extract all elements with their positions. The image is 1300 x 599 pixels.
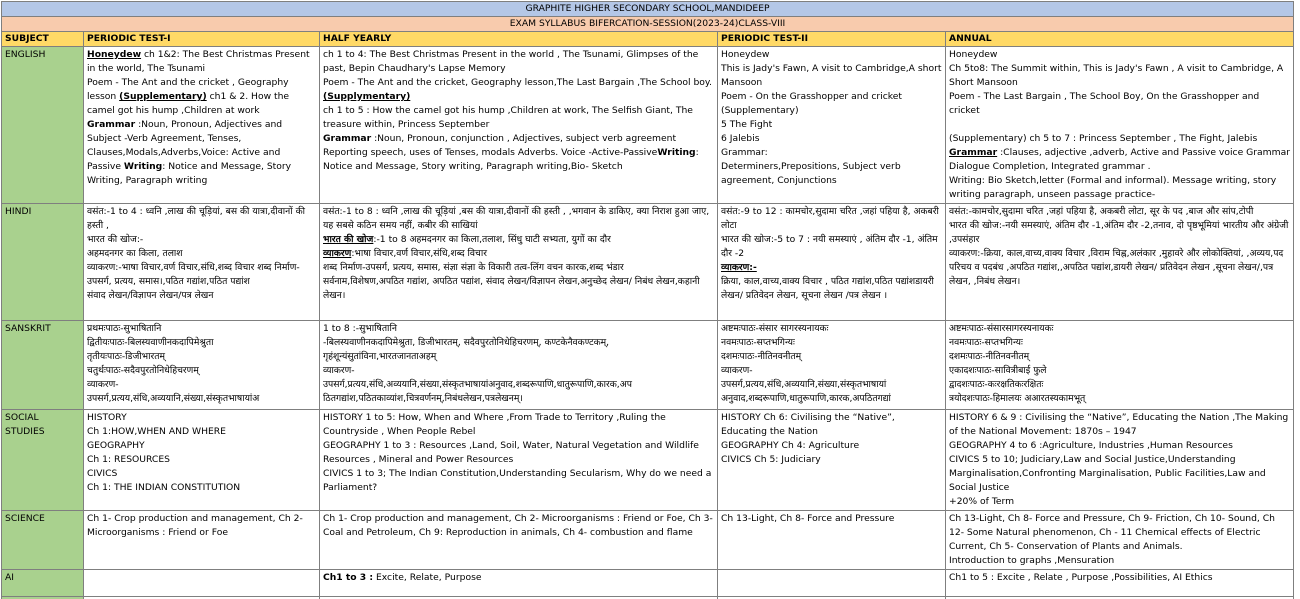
hindi-pt2-vasant: वसंत:-9 to 12 : कामचोर,सुदामा चरित ,जहां पहिया है, अकबरी लोटा bbox=[721, 205, 942, 233]
ai-subject: AI bbox=[2, 570, 84, 597]
english-hy-writing-label: Writing bbox=[657, 147, 695, 158]
social-hy bbox=[320, 410, 718, 511]
hindi-hy-bharat: :-1 to 8 अहमदनगर का किला,तलाश, सिंधु घाटी सभ्यता, युगों का दौर bbox=[373, 234, 610, 245]
sanskrit-hy-l1: 1 to 8 :-सुभाषितानि bbox=[323, 322, 714, 336]
hindi-pt2-bharat: भारत की खोज:-5 to 7 : नयी समस्याएं , अंतिम दौर -1, अंतिम दौर -2 bbox=[721, 233, 942, 261]
english-pt1-writing: : Notice and Message, Story Writing, Paragraph writing bbox=[87, 161, 291, 186]
social-pt2 bbox=[718, 410, 946, 511]
english-hy bbox=[320, 47, 718, 204]
school-title: GRAPHITE HIGHER SECONDARY SCHOOL,MANDIDEEP bbox=[2, 2, 1294, 17]
sanskrit-hy-l5: उपसर्ग,प्रत्यय,संधि,अव्ययानि,संख्या,संस्कृतभाषायांअनुवाद,शब्दरूपाणि,धातुरूपाणि,कारक,अप bbox=[323, 378, 714, 392]
header-half-yearly: HALF YEARLY bbox=[320, 32, 718, 47]
sanskrit-pt2-l6: अनुवाद,शब्दरूपाणि,धातुरूपाणि,कारक,अपठितगद्यां bbox=[721, 392, 942, 406]
english-pt2-grammar: Determiners,Prepositions, Subject verb agreement, Conjunctions bbox=[721, 160, 942, 188]
science-pt2: Ch 13-Light, Ch 8- Force and Pressure bbox=[718, 511, 946, 570]
english-pt2-supp-5: 5 The Fight bbox=[721, 118, 942, 132]
english-annual-poem: Poem - The Last Bargain , The School Boy, On the Grasshopper and cricket bbox=[949, 90, 1290, 118]
social-annual-geography: GEOGRAPHY 4 to 6 :Agriculture, Industries ,Human Resources bbox=[949, 439, 1290, 453]
hindi-hy-shabd: शब्द निर्माण-उपसर्ग, प्रत्यय, समास, संज्ञा संज्ञा के विकारी तत्व-लिंग वचन कारक,शब्द भंडार bbox=[323, 261, 714, 275]
hindi-pt1-bharat-label: भारत की खोज:- bbox=[87, 233, 316, 247]
english-annual-writing: Writing: Bio Sketch,letter (Formal and informal). Message writing, story writing paragraph, unseen passage practice- bbox=[949, 174, 1290, 202]
english-hy-grammar: :Noun, Pronoun, conjunction , Adjectives, subject verb agreement Reporting speech, uses of Tenses, modals Adverbs. Voice -Active-Passive bbox=[323, 133, 676, 158]
ai-hy-label: Ch1 to 3 : bbox=[323, 572, 373, 583]
english-pt2-supp-6: 6 Jalebis bbox=[721, 132, 942, 146]
social-hy-civics: CIVICS 1 to 3; The Indian Constitution,Understanding Secularism, Why do we need a Parliament? bbox=[323, 467, 714, 495]
sanskrit-pt1 bbox=[84, 321, 320, 410]
hindi-hy-bharat-label: भारत की खोज bbox=[323, 234, 373, 245]
sanskrit-pt1-l6: उपसर्ग,प्रत्यय,संधि,अव्ययानि,संख्या,संस्कृतभाषायांअ bbox=[87, 392, 316, 406]
header-annual: ANNUAL bbox=[946, 32, 1294, 47]
social-pt1-l6: Ch 1: THE INDIAN CONSTITUTION bbox=[87, 481, 316, 495]
sanskrit-annual-l3: दशमःपाठः-नीतिनवनीतम् bbox=[949, 350, 1290, 364]
english-pt1-grammar: :Noun, Pronoun, Adjectives and Subject -Verb Agreement, Tenses, Clauses,Modals,Adverbs,Voice: Active and Passive bbox=[87, 119, 282, 172]
sanskrit-annual-l6: त्रयोदशःपाठः-हिमालयः अआरतस्यकामभूत् bbox=[949, 392, 1290, 406]
social-pt1-l2: Ch 1:HOW,WHEN AND WHERE bbox=[87, 425, 316, 439]
sanskrit-hy-l4: व्याकरण- bbox=[323, 364, 714, 378]
english-pt1-book: Honeydew bbox=[87, 49, 141, 60]
english-annual-grammar: :Clauses, adjective ,adverb, Active and Passive voice Grammar Dialogue Completion, Integrated grammar . bbox=[949, 147, 1290, 172]
sanskrit-annual-l1: अष्टमःपाठः-संसारसागरस्यनायकः bbox=[949, 322, 1290, 336]
science-annual-chapters: Ch 13-Light, Ch 8- Force and Pressure, Ch 9- Friction, Ch 10- Sound, Ch 12- Some Natural phenomenon, Ch - 11 Chemical effects of Electric Current, Ch 5- Conservation of Plants and Animals. bbox=[949, 512, 1290, 554]
science-annual-extra: Introduction to graphs ,Mensuration bbox=[949, 554, 1290, 568]
social-pt2-geography: GEOGRAPHY Ch 4: Agriculture bbox=[721, 439, 942, 453]
english-subject: ENGLISH bbox=[2, 47, 84, 204]
hindi-pt1-vyakaran: व्याकरण:-भाषा विचार,वर्ण विचार,संधि,शब्द विचार शब्द निर्माण-उपसर्ग, प्रत्यय, समास।,पठित गद्यांश,पठित पद्यांश bbox=[87, 261, 316, 289]
english-hy-grammar-label: Grammar bbox=[323, 133, 371, 144]
social-pt1-l3: GEOGRAPHY bbox=[87, 439, 316, 453]
social-pt1-l1: HISTORY bbox=[87, 411, 316, 425]
social-hy-history: HISTORY 1 to 5: How, When and Where ,From Trade to Territory ,Ruling the Countryside , When People Rebel bbox=[323, 411, 714, 439]
ai-hy bbox=[320, 570, 718, 597]
social-annual-civics: CIVICS 5 to 10; Judiciary,Law and Social Justice,Understanding Marginalisation,Confronting Marginalisation, Public Facilities,Law and Social Justice bbox=[949, 453, 1290, 495]
hindi-subject: HINDI bbox=[2, 204, 84, 321]
social-pt2-history: HISTORY Ch 6: Civilising the “Native”, Educating the Nation bbox=[721, 411, 942, 439]
hindi-annual-bharat: भारत की खोज:-नयी समस्याएं, अंतिम दौर -1,अंतिम दौर -2,तनाव, दो पृष्ठभूमियां भारतीय और अंग्रेजी ,उपसंहार bbox=[949, 219, 1290, 247]
hindi-hy-vyakaran-label: व्याकरण bbox=[323, 248, 351, 259]
english-pt2-grammar-label: Grammar: bbox=[721, 146, 942, 160]
sanskrit-subject: SANSKRIT bbox=[2, 321, 84, 410]
hindi-pt1-lekhan: संवाद लेखन/विज्ञापन लेखन/पत्र लेखन bbox=[87, 289, 316, 303]
english-pt1-grammar-label: Grammar bbox=[87, 119, 135, 130]
sanskrit-hy-l6: ठितगद्यांश,पठितकाव्यांश,चित्रवर्णनम्,निबंधलेखन,पत्रलेखनम्। bbox=[323, 392, 714, 406]
ai-pt2 bbox=[718, 570, 946, 597]
social-annual bbox=[946, 410, 1294, 511]
social-pt1 bbox=[84, 410, 320, 511]
sanskrit-annual bbox=[946, 321, 1294, 410]
sanskrit-pt2-l2: नवमःपाठः-सप्तभगिन्यः bbox=[721, 336, 942, 350]
hindi-hy-vyakaran: :भाषा विचार,वर्ण विचार,संधि,शब्द विचार bbox=[351, 248, 487, 259]
sanskrit-annual-l5: द्वादशःपाठः-कःरक्षतिकःरक्षितः bbox=[949, 378, 1290, 392]
header-subject: SUBJECT bbox=[2, 32, 84, 47]
sanskrit-annual-l4: एकादशःपाठः-सावित्रीबाई फुले bbox=[949, 364, 1290, 378]
syllabus-sheet bbox=[1, 1, 1293, 599]
english-annual-grammar-label: Grammar bbox=[949, 147, 997, 158]
ai-annual: Ch1 to 5 : Excite , Relate , Purpose ,Possibilities, AI Ethics bbox=[946, 570, 1294, 597]
social-annual-term: +20% of Term bbox=[949, 495, 1290, 509]
sanskrit-pt2-l4: व्याकरण- bbox=[721, 364, 942, 378]
english-pt2-poem: Poem - On the Grasshopper and cricket bbox=[721, 90, 942, 104]
header-row bbox=[2, 32, 1294, 47]
ai-pt1 bbox=[84, 570, 320, 597]
english-pt2-chapters: This is Jady's Fawn, A visit to Cambridge,A short Mansoon bbox=[721, 62, 942, 90]
english-pt1 bbox=[84, 47, 320, 204]
english-hy-chapters: ch 1 to 4: The Best Christmas Present in the world , The Tsunami, Glimpses of the past, Bepin Chaudhary's Lapse Memory bbox=[323, 48, 714, 76]
exam-title-row bbox=[2, 17, 1294, 32]
hindi-pt1-bharat: अहमदनगर का किला, तलाश bbox=[87, 247, 316, 261]
social-annual-history: HISTORY 6 & 9 : Civilising the “Native”, Educating the Nation ,The Making of the National Movement: 1870s – 1947 bbox=[949, 411, 1290, 439]
social-subject: SOCIAL STUDIES bbox=[2, 410, 84, 511]
sanskrit-pt1-l1: प्रथमःपाठः-सुभाषितानि bbox=[87, 322, 316, 336]
english-pt2-supp: (Supplementary) bbox=[721, 104, 942, 118]
english-hy-poem: Poem - The Ant and the cricket, Geography lesson,The Last Bargain ,The School boy. bbox=[323, 76, 714, 90]
sanskrit-pt1-l4: चतुर्थःपाठः-सदैवपुरतोनिधेहिचरणम् bbox=[87, 364, 316, 378]
science-pt1: Ch 1- Crop production and management, Ch 2- Microorganisms : Friend or Foe bbox=[84, 511, 320, 570]
science-annual bbox=[946, 511, 1294, 570]
hindi-annual-vasant: वसंत:-कामचोर,सुदामा चरित ,जहां पहिया है, अकबरी लोटा, सूर के पद ,बाज और सांप,टोपी bbox=[949, 205, 1290, 219]
sanskrit-row bbox=[2, 321, 1294, 410]
sanskrit-pt2-l1: अष्टमःपाठः-संसार सागरस्यनायकः bbox=[721, 322, 942, 336]
sanskrit-pt1-l5: व्याकरण- bbox=[87, 378, 316, 392]
english-row bbox=[2, 47, 1294, 204]
hindi-pt2 bbox=[718, 204, 946, 321]
header-periodic-test-1: PERIODIC TEST-I bbox=[84, 32, 320, 47]
title-row bbox=[2, 2, 1294, 17]
hindi-pt1-vasant: वसंत:-1 to 4 : ध्वनि ,लाख की चूड़ियां, बस की यात्रा,दीवानों की हस्ती , bbox=[87, 205, 316, 233]
science-hy: Ch 1- Crop production and management, Ch 2- Microorganisms : Friend or Foe, Ch 3- Coal and Petroleum, Ch 9: Reproduction in animals, Ch 4- combustion and flame bbox=[320, 511, 718, 570]
science-row bbox=[2, 511, 1294, 570]
sanskrit-pt2 bbox=[718, 321, 946, 410]
english-pt2-book: Honeydew bbox=[721, 48, 942, 62]
ai-hy-topics: Excite, Relate, Purpose bbox=[373, 572, 481, 583]
sanskrit-annual-l2: नवमःपाठः-सप्तभगिन्यः bbox=[949, 336, 1290, 350]
sanskrit-pt1-l3: तृतीयःपाठः-डिजीभारतम् bbox=[87, 350, 316, 364]
social-pt1-l4: Ch 1: RESOURCES bbox=[87, 453, 316, 467]
hindi-pt2-vyakaran: क्रिया, काल,वाच्य,वाक्य विचार , पठित गद्यांश,पठित पद्यांशडायरी लेखन/ प्रतिवेदन लेखन, सूचना लेखन /पत्र लेखन । bbox=[721, 275, 942, 303]
sanskrit-hy-l2: -बिलस्यवाणीनकदापिमेश्रुता, डिजीभारतम्, सदैवपुरतोनिधेहिचरणम्, कण्टकेनैवकण्टकम्, bbox=[323, 336, 714, 350]
science-subject: SCIENCE bbox=[2, 511, 84, 570]
hindi-pt2-vyakaran-label: व्याकरण:- bbox=[721, 261, 942, 275]
hindi-hy-lekhan: सर्वनाम,विशेषण,अपठित गद्यांश, अपठित पद्यांश, संवाद लेखन/विज्ञापन लेखन,अनुच्छेद लेखन/ निबंध लेखन,कहानी लेखन। bbox=[323, 275, 714, 303]
hindi-hy bbox=[320, 204, 718, 321]
hindi-annual bbox=[946, 204, 1294, 321]
english-pt1-chapters: ch 1&2: The Best Christmas Present in the world, The Tsunami bbox=[87, 49, 310, 74]
header-periodic-test-2: PERIODIC TEST-II bbox=[718, 32, 946, 47]
english-annual bbox=[946, 47, 1294, 204]
english-pt1-supp-chapters: ch1 & 2. How the camel got his hump ,Children at work bbox=[87, 91, 289, 116]
sanskrit-pt2-l5: उपसर्ग,प्रत्यय,संधि,अव्ययानि,संख्या,संस्कृतभाषायां bbox=[721, 378, 942, 392]
sanskrit-pt1-l2: द्वितीयःपाठः-बिलस्यवाणीनकदापिमेश्रुता bbox=[87, 336, 316, 350]
english-annual-supp: (Supplementary) ch 5 to 7 : Princess September , The Fight, Jalebis bbox=[949, 132, 1290, 146]
social-pt1-l5: CIVICS bbox=[87, 467, 316, 481]
hindi-pt1 bbox=[84, 204, 320, 321]
social-pt2-civics: CIVICS Ch 5: Judiciary bbox=[721, 453, 942, 467]
social-hy-geography: GEOGRAPHY 1 to 3 : Resources ,Land, Soil, Water, Natural Vegetation and Wildlife Resources , Mineral and Power Resources bbox=[323, 439, 714, 467]
hindi-hy-vasant: वसंत:-1 to 8 : ध्वनि ,लाख की चूड़ियां ,बस की यात्रा,दीवानों की हस्ती , ,भगवान के डाकिए, क्या निराश हुआ जाए, यह सबसे कठिन समय नहीं, कबीर की साखियां bbox=[323, 205, 714, 233]
english-hy-writing: : Notice and Message, Story writing, Paragraph writing,Bio- Sketch bbox=[323, 147, 699, 172]
ai-row bbox=[2, 570, 1294, 597]
english-hy-supp-chapters: ch 1 to 5 : How the camel got his hump ,Children at work, The Selfish Giant, The treasure within, Princess September bbox=[323, 104, 714, 132]
hindi-row bbox=[2, 204, 1294, 321]
hindi-annual-vyakaran: व्याकरण:-क्रिया, काल,वाच्य,वाक्य विचार ,विराम चिह्न,अलंकार ,मुहावरे और लोकोक्तियां, ,अव्यय,पद परिचय व पदबंध ,अपठित गद्यांश,,अपठित पद्यांश,डायरी लेखन/ प्रतिवेदन लेखन ,सूचना लेखन/,पत्र लेखन, ,निबंध लेखन। bbox=[949, 247, 1290, 289]
syllabus-table bbox=[1, 1, 1294, 599]
english-annual-book: Honeydew bbox=[949, 48, 1290, 62]
english-pt1-poem: Poem - The Ant and the cricket , Geography lesson bbox=[87, 77, 289, 102]
english-pt1-supp: (Supplementary) bbox=[119, 91, 207, 102]
sanskrit-pt2-l3: दशमःपाठः-नीतिनवनीतम् bbox=[721, 350, 942, 364]
english-hy-supp: (Supplymentary) bbox=[323, 90, 714, 104]
english-pt2 bbox=[718, 47, 946, 204]
social-row bbox=[2, 410, 1294, 511]
sanskrit-hy-l3: गृहंशून्यंसुतांविना,भारतजानताअहम् bbox=[323, 350, 714, 364]
exam-title: EXAM SYLLABUS BIFERCATION-SESSION(2023-24)CLASS-VIII bbox=[2, 17, 1294, 32]
english-pt1-writing-label: Writing bbox=[124, 161, 162, 172]
english-annual-chapters: Ch 5to8: The Summit within, This is Jady's Fawn , A visit to Cambridge, A Short Mansoon bbox=[949, 62, 1290, 90]
sanskrit-hy bbox=[320, 321, 718, 410]
